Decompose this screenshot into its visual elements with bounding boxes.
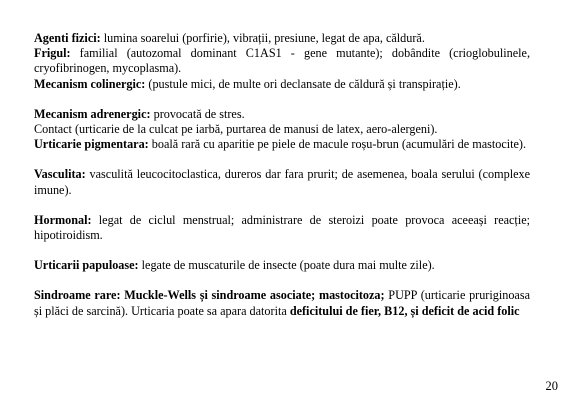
term-urticarii-papuloase: Urticarii papuloase: [34, 258, 139, 273]
paragraph-hormonal [34, 213, 530, 243]
term-hormonal: Hormonal: [34, 212, 92, 227]
text-sindroame-rare: PUPP (urticarie pruriginoasa și plăci de sarcină). Urticaria poate sa apara datorita [34, 288, 530, 318]
paragraph-urticarie-pigmentara [34, 137, 530, 152]
paragraph-urticarii-papuloase [34, 258, 530, 273]
spacer [34, 273, 530, 288]
paragraph-frigul [34, 46, 530, 76]
spacer [34, 152, 530, 167]
term-vasculita: Vasculita: [34, 167, 86, 182]
term-agenti-fizici: Agenti fizici: [34, 31, 101, 45]
term-deficit: deficitului de fier, B12, și deficit de acid folic [289, 303, 520, 318]
document-body [34, 31, 530, 319]
text-hormonal: legat de ciclul menstrual; administrare de steroizi poate provoca aceeași reacție; hipotiroidism. [34, 212, 530, 243]
text-mecanism-colinergic: (pustule mici, de multe ori declansate de căldură și transpirație). [145, 76, 461, 91]
text-mecanism-adrenergic: provocată de stres. [150, 106, 245, 121]
spacer [34, 243, 530, 258]
spacer [34, 92, 530, 107]
paragraph-agenti-fizici [34, 31, 530, 46]
spacer [34, 198, 530, 213]
text-contact: Contact (urticarie de la culcat pe iarbă, purtarea de manusi de latex, aero-alergeni). [34, 122, 438, 137]
term-frigul: Frigul: [34, 46, 71, 61]
term-mecanism-adrenergic: Mecanism adrenergic: [34, 106, 151, 121]
term-urticarie-pigmentara: Urticarie pigmentara: [34, 137, 149, 152]
text-urticarie-pigmentara: boală rară cu aparitie pe piele de macule roșu-brun (acumulări de mastocite). [148, 137, 527, 152]
paragraph-sindroame-rare [34, 288, 530, 318]
text-vasculita: vasculită leucocitoclastica, dureros dar fara prurit; de asemenea, boala serului (complexe imune). [34, 167, 530, 197]
paragraph-mecanism-adrenergic [34, 107, 530, 122]
text-frigul: familial (autozomal dominant C1AS1 - gene mutante); dobândite (crioglobulinele, cryofibrinogen, mycoplasma). [34, 46, 530, 76]
page-number: 20 [545, 379, 558, 393]
term-sindroame-rare: Sindroame rare: Muckle-Wells și sindroame asociate; mastocitoza; [34, 288, 385, 303]
paragraph-mecanism-colinergic [34, 77, 530, 92]
paragraph-vasculita [34, 167, 530, 197]
paragraph-contact [34, 122, 530, 137]
text-agenti-fizici: lumina soarelui (porfirie), vibrații, presiune, legat de apa, căldură. [100, 31, 425, 45]
term-mecanism-colinergic: Mecanism colinergic: [34, 76, 146, 91]
text-urticarii-papuloase: legate de muscaturile de insecte (poate dura mai multe zile). [138, 258, 435, 273]
